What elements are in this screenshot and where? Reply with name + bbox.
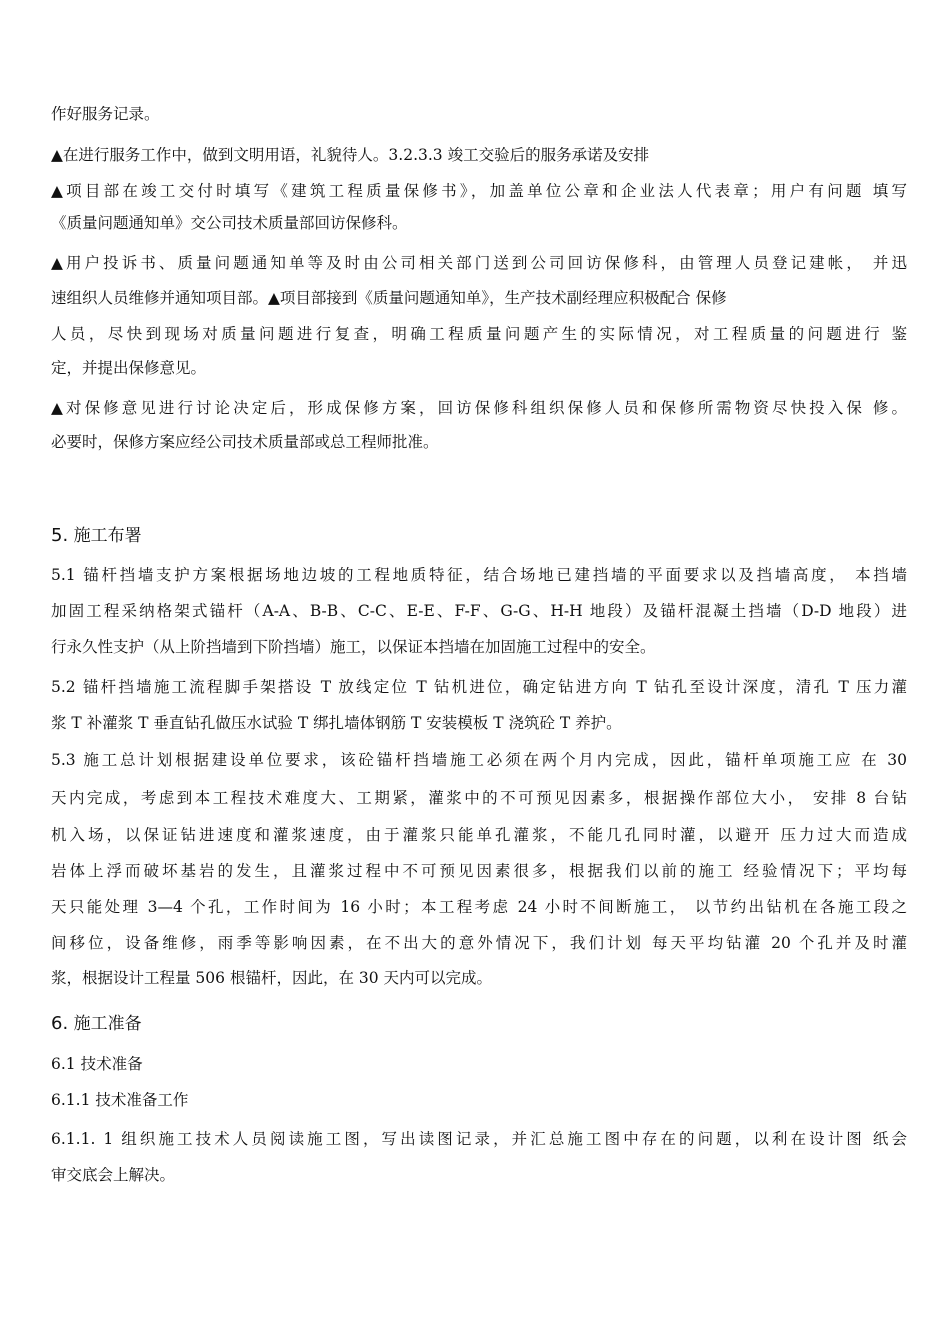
text-line: 6.1.1. 1 组织施工技术人员阅读施工图，写出读图记录，并汇总施工图中存在的问题，以利在设计图 纸会 [51,1130,907,1148]
text-line: 定，并提出保修意见。 [51,359,207,377]
text-line: 5.3 施工总计划根据建设单位要求，该砼锚杆挡墙施工必须在两个月内完成，因此，锚杆单项施工应 在 30 [51,751,907,769]
text-line: 机入场，以保证钻进速度和灌浆速度，由于灌浆只能单孔灌浆，不能几孔同时灌，以避开 压力过大而造成 [51,826,907,844]
text-line: 审交底会上解决。 [51,1166,176,1184]
text-line: 加固工程采纳格架式锚杆（A-A、B-B、C-C、E-E、F-F、G-G、H-H 地段）及锚杆混凝土挡墙（D-D 地段）进 [51,602,907,620]
text-line: 行永久性支护（从上阶挡墙到下阶挡墙）施工，以保证本挡墙在加固施工过程中的安全。 [51,638,656,656]
text-line: ▲对保修意见进行讨论决定后，形成保修方案，回访保修科组织保修人员和保修所需物资尽快投入保 修。 [51,399,907,417]
text-line: 天只能处理 3—4 个孔，工作时间为 16 小时；本工程考虑 24 小时不间断施工， 以节约出钻机在各施工段之 [51,898,907,916]
text-line: 必要时，保修方案应经公司技术质量部或总工程师批准。 [51,433,439,451]
text-line: 人员，尽快到现场对质量问题进行复查，明确工程质量问题产生的实际情况，对工程质量的问题进行 鉴 [51,325,907,343]
text-line: 《质量问题通知单》交公司技术质量部回访保修科。 [51,214,408,232]
text-line: 作好服务记录。 [51,105,160,123]
text-line: 浆 T 补灌浆 T 垂直钻孔做压水试验 T 绑扎墙体钢筋 T 安装模板 T 浇筑砼 T 养护。 [51,714,622,732]
text-line: 5.2 锚杆挡墙施工流程脚手架搭设 T 放线定位 T 钻机进位，确定钻进方向 T 钻孔至设计深度，清孔 T 压力灌 [51,678,907,696]
section-heading-6: 6. 施工准备 [51,1013,142,1034]
text-line: 间移位，设备维修，雨季等影响因素，在不出大的意外情况下，我们计划 每天平均钻灌 20 个孔并及时灌 [51,934,907,952]
text-line: 浆，根据设计工程量 506 根锚杆，因此，在 30 天内可以完成。 [51,969,493,987]
text-line: 速组织人员维修并通知项目部。▲项目部接到《质量问题通知单》，生产技术副经理应积极配合 保修 [51,289,727,307]
section-heading-5: 5. 施工布署 [51,525,142,546]
text-line: 岩体上浮而破坏基岩的发生，且灌浆过程中不可预见因素很多，根据我们以前的施工 经验情况下；平均每 [51,862,907,880]
text-line: ▲在进行服务工作中，做到文明用语，礼貌待人。3.2.3.3 竣工交验后的服务承诺及安排 [51,146,650,164]
text-line: ▲项目部在竣工交付时填写《建筑工程质量保修书》，加盖单位公章和企业法人代表章；用户有问题 填写 [51,182,907,200]
subheading-6-1-1: 6.1.1 技术准备工作 [51,1091,189,1109]
text-line: ▲用户投诉书、质量问题通知单等及时由公司相关部门送到公司回访保修科，由管理人员登记建帐， 并迅 [51,254,907,272]
text-line: 5.1 锚杆挡墙支护方案根据场地边坡的工程地质特征，结合场地已建挡墙的平面要求以及挡墙高度， 本挡墙 [51,566,907,584]
subheading-6-1: 6.1 技术准备 [51,1055,143,1073]
text-line: 天内完成，考虑到本工程技术难度大、工期紧，灌浆中的不可预见因素多，根据操作部位大小， 安排 8 台钻 [51,789,907,807]
